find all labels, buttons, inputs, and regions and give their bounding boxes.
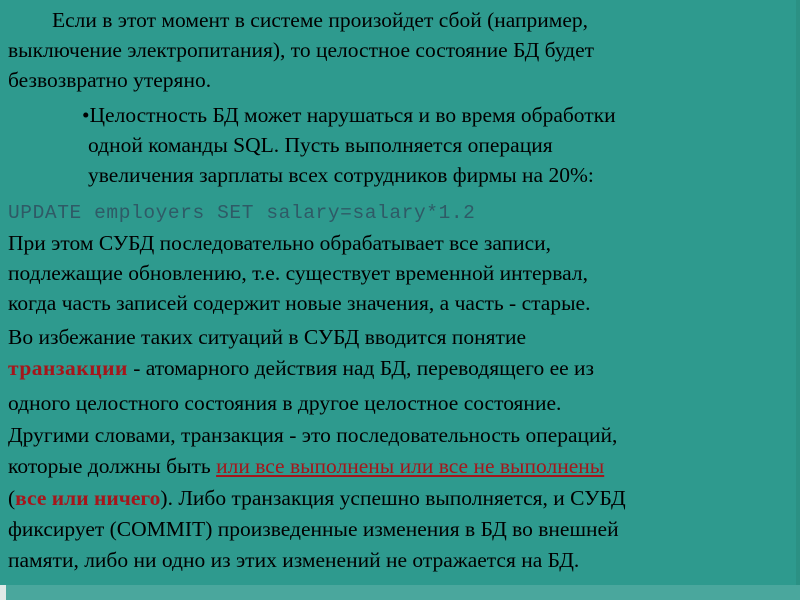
text-line: одной команды SQL. Пусть выполняется операция <box>88 133 553 157</box>
text-fragment: которые должны быть <box>8 454 217 478</box>
text-line: памяти, либо ни одно из этих изменений не отражается на БД. <box>8 548 580 572</box>
text-fragment: ( <box>8 486 16 510</box>
text-line: выключение электропитания), то целостное состояние БД будет <box>8 38 595 62</box>
text-fragment: ). Либо транзакция успешно выполняется, и СУБД <box>160 486 626 510</box>
term-transaction: транзакции <box>8 356 128 380</box>
term-all-or-nothing: все или ничего <box>15 486 161 510</box>
text-line: одного целостного состояния в другое целостное состояние. <box>8 391 562 415</box>
text-line: увеличения зарплаты всех сотрудников фирмы на 20%: <box>88 163 594 187</box>
text-line <box>8 452 604 480</box>
emphasis-underlined: или все выполнены или все не выполнены <box>216 454 605 478</box>
text-line <box>8 354 594 382</box>
text-line: фиксирует (COMMIT) произведенные изменения в БД во внешней <box>8 517 619 541</box>
bullet-item <box>82 101 616 129</box>
bullet-icon: • <box>82 103 90 127</box>
text-line: безвозвратно утеряно. <box>8 68 212 92</box>
text-line: При этом СУБД последовательно обрабатывает все записи, <box>8 231 552 255</box>
text-line <box>8 484 626 512</box>
text-line: Во избежание таких ситуаций в СУБД вводится понятие <box>8 325 526 349</box>
bottom-strip-mark <box>0 585 6 600</box>
text-fragment: - атомарного действия над БД, переводящего ее из <box>127 356 595 380</box>
text-line: когда часть записей содержит новые значения, а часть - старые. <box>8 291 591 315</box>
text-line: Если в этот момент в системе произойдет сбой (например, <box>52 8 589 32</box>
text-line: подлежащие обновлению, т.е. существует временной интервал, <box>8 261 588 285</box>
slide-right-border <box>796 0 800 600</box>
text-line: Другими словами, транзакция - это последовательность операций, <box>8 423 618 447</box>
sql-code-line: UPDATE employers SET salary=salary*1.2 <box>8 202 476 224</box>
text-line: Целостность БД может нарушаться и во время обработки <box>89 103 616 127</box>
bottom-strip <box>0 585 800 600</box>
